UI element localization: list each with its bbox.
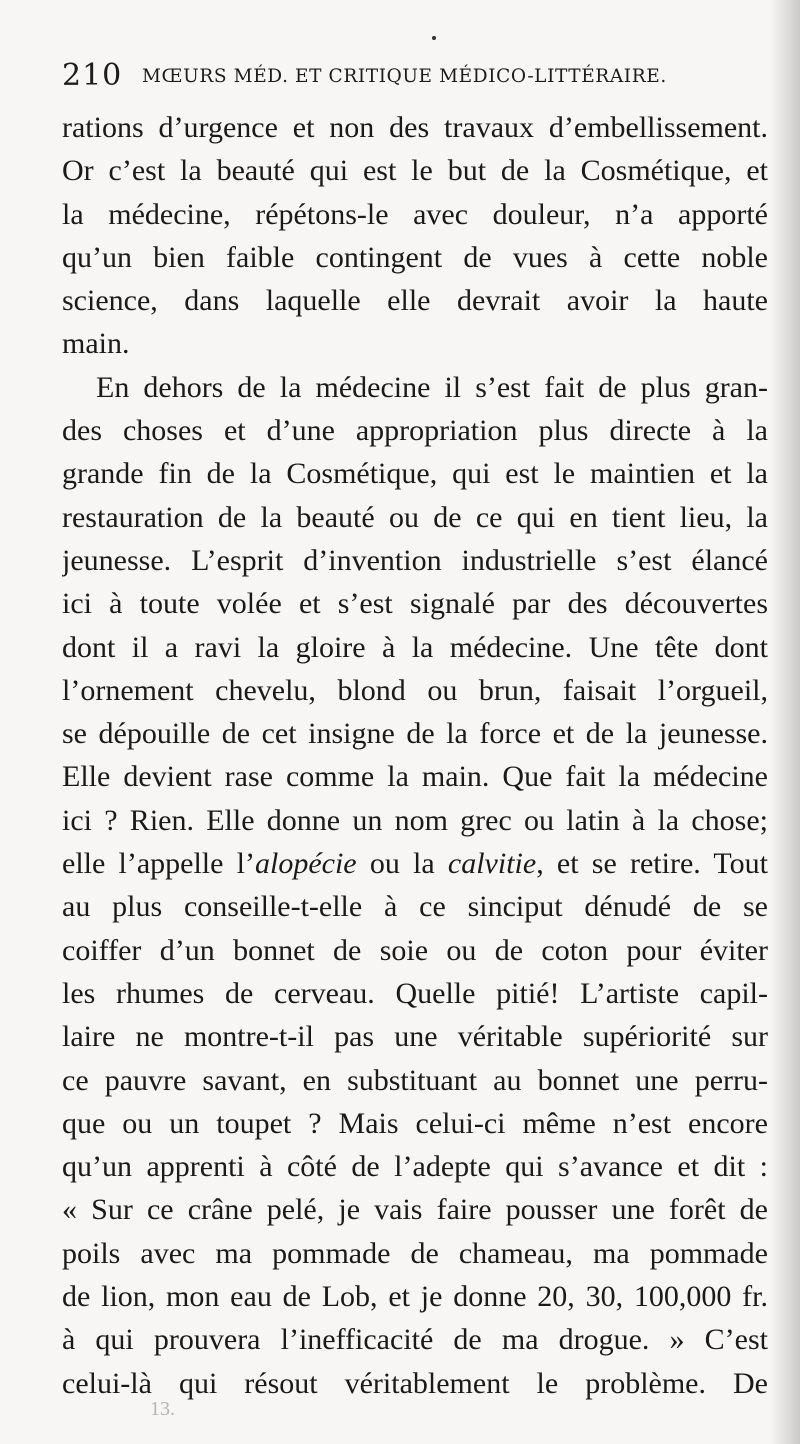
text-line: des choses et d’une appropriation plus directe à la [62,414,768,448]
italic-term-calvitie: calvitie [447,847,537,881]
text-line-italic-terms [62,842,768,885]
text-line: jeunesse. L’esprit d’invention industrielle s’est élancé [62,543,768,577]
text-line: l’ornement chevelu, blond ou brun, faisait l’orgueil, [62,673,768,707]
text-line: « Sur ce crâne pelé, je vais faire pousser une forêt de [62,1193,768,1227]
text-line: se dépouille de cet insigne de la force et de la jeunesse. [62,717,768,751]
text-line: En dehors de la médecine il s’est fait de plus gran- [96,370,768,404]
signature-mark: 13. [150,1398,175,1420]
text-line: poils avec ma pommade de chameau, ma pommade [62,1236,768,1270]
text-line: qu’un bien faible contingent de vues à cette noble [62,240,768,274]
text-line: ce pauvre savant, en substituant au bonnet une perru- [62,1063,768,1097]
text-fragment: , et se retire. Tout [536,847,768,881]
running-header [62,58,722,98]
text-line: que ou un toupet ? Mais celui-ci même n’est encore [62,1106,768,1140]
body-text [62,106,768,1405]
text-line: ici à toute volée et s’est signalé par des découvertes [62,587,768,621]
text-fragment: ou la [356,847,448,881]
text-line: les rhumes de cerveau. Quelle pitié! L’artiste capil- [62,976,768,1010]
text-line: laire ne montre-t-il pas une véritable supériorité sur [62,1020,768,1054]
text-fragment: elle l’appelle l’ [62,847,255,881]
text-line: coiffer d’un bonnet de soie ou de coton pour éviter [62,933,768,967]
page-number: 210 [62,58,123,93]
text-line: de lion, mon eau de Lob, et je donne 20, 30, 100,000 fr. [62,1280,768,1314]
text-line: ici ? Rien. Elle donne un nom grec ou latin à la chose; [62,803,768,837]
text-line: science, dans laquelle elle devrait avoir la haute [62,284,768,318]
text-line: Or c’est la beauté qui est le but de la Cosmétique, et [62,154,768,188]
text-line: au plus conseille-t-elle à ce sinciput dénudé de se [62,890,768,924]
ink-speck [432,36,436,40]
text-line: main. [62,327,130,361]
italic-term-alopecie: alopécie [255,847,357,881]
text-line: celui-là qui résout véritablement le problème. De [62,1366,768,1400]
text-line: grande fin de la Cosmétique, qui est le maintien et la [62,457,768,491]
text-line: Elle devient rase comme la main. Que fait la médecine [62,760,768,794]
text-line: à qui prouvera l’inefficacité de ma drogue. » C’est [62,1323,768,1357]
text-line: restauration de la beauté ou de ce qui en tient lieu, la [62,500,768,534]
page-edge-shadow [770,0,800,1444]
running-title: MŒURS MÉD. ET CRITIQUE MÉDICO-LITTÉRAIRE. [142,66,667,87]
text-line: dont il a ravi la gloire à la médecine. Une tête dont [62,630,768,664]
text-line: rations d’urgence et non des travaux d’embellissement. [62,111,768,144]
text-line: la médecine, répétons-le avec douleur, n’a apporté [62,197,768,231]
text-line: qu’un apprenti à côté de l’adepte qui s’avance et dit : [62,1150,768,1184]
